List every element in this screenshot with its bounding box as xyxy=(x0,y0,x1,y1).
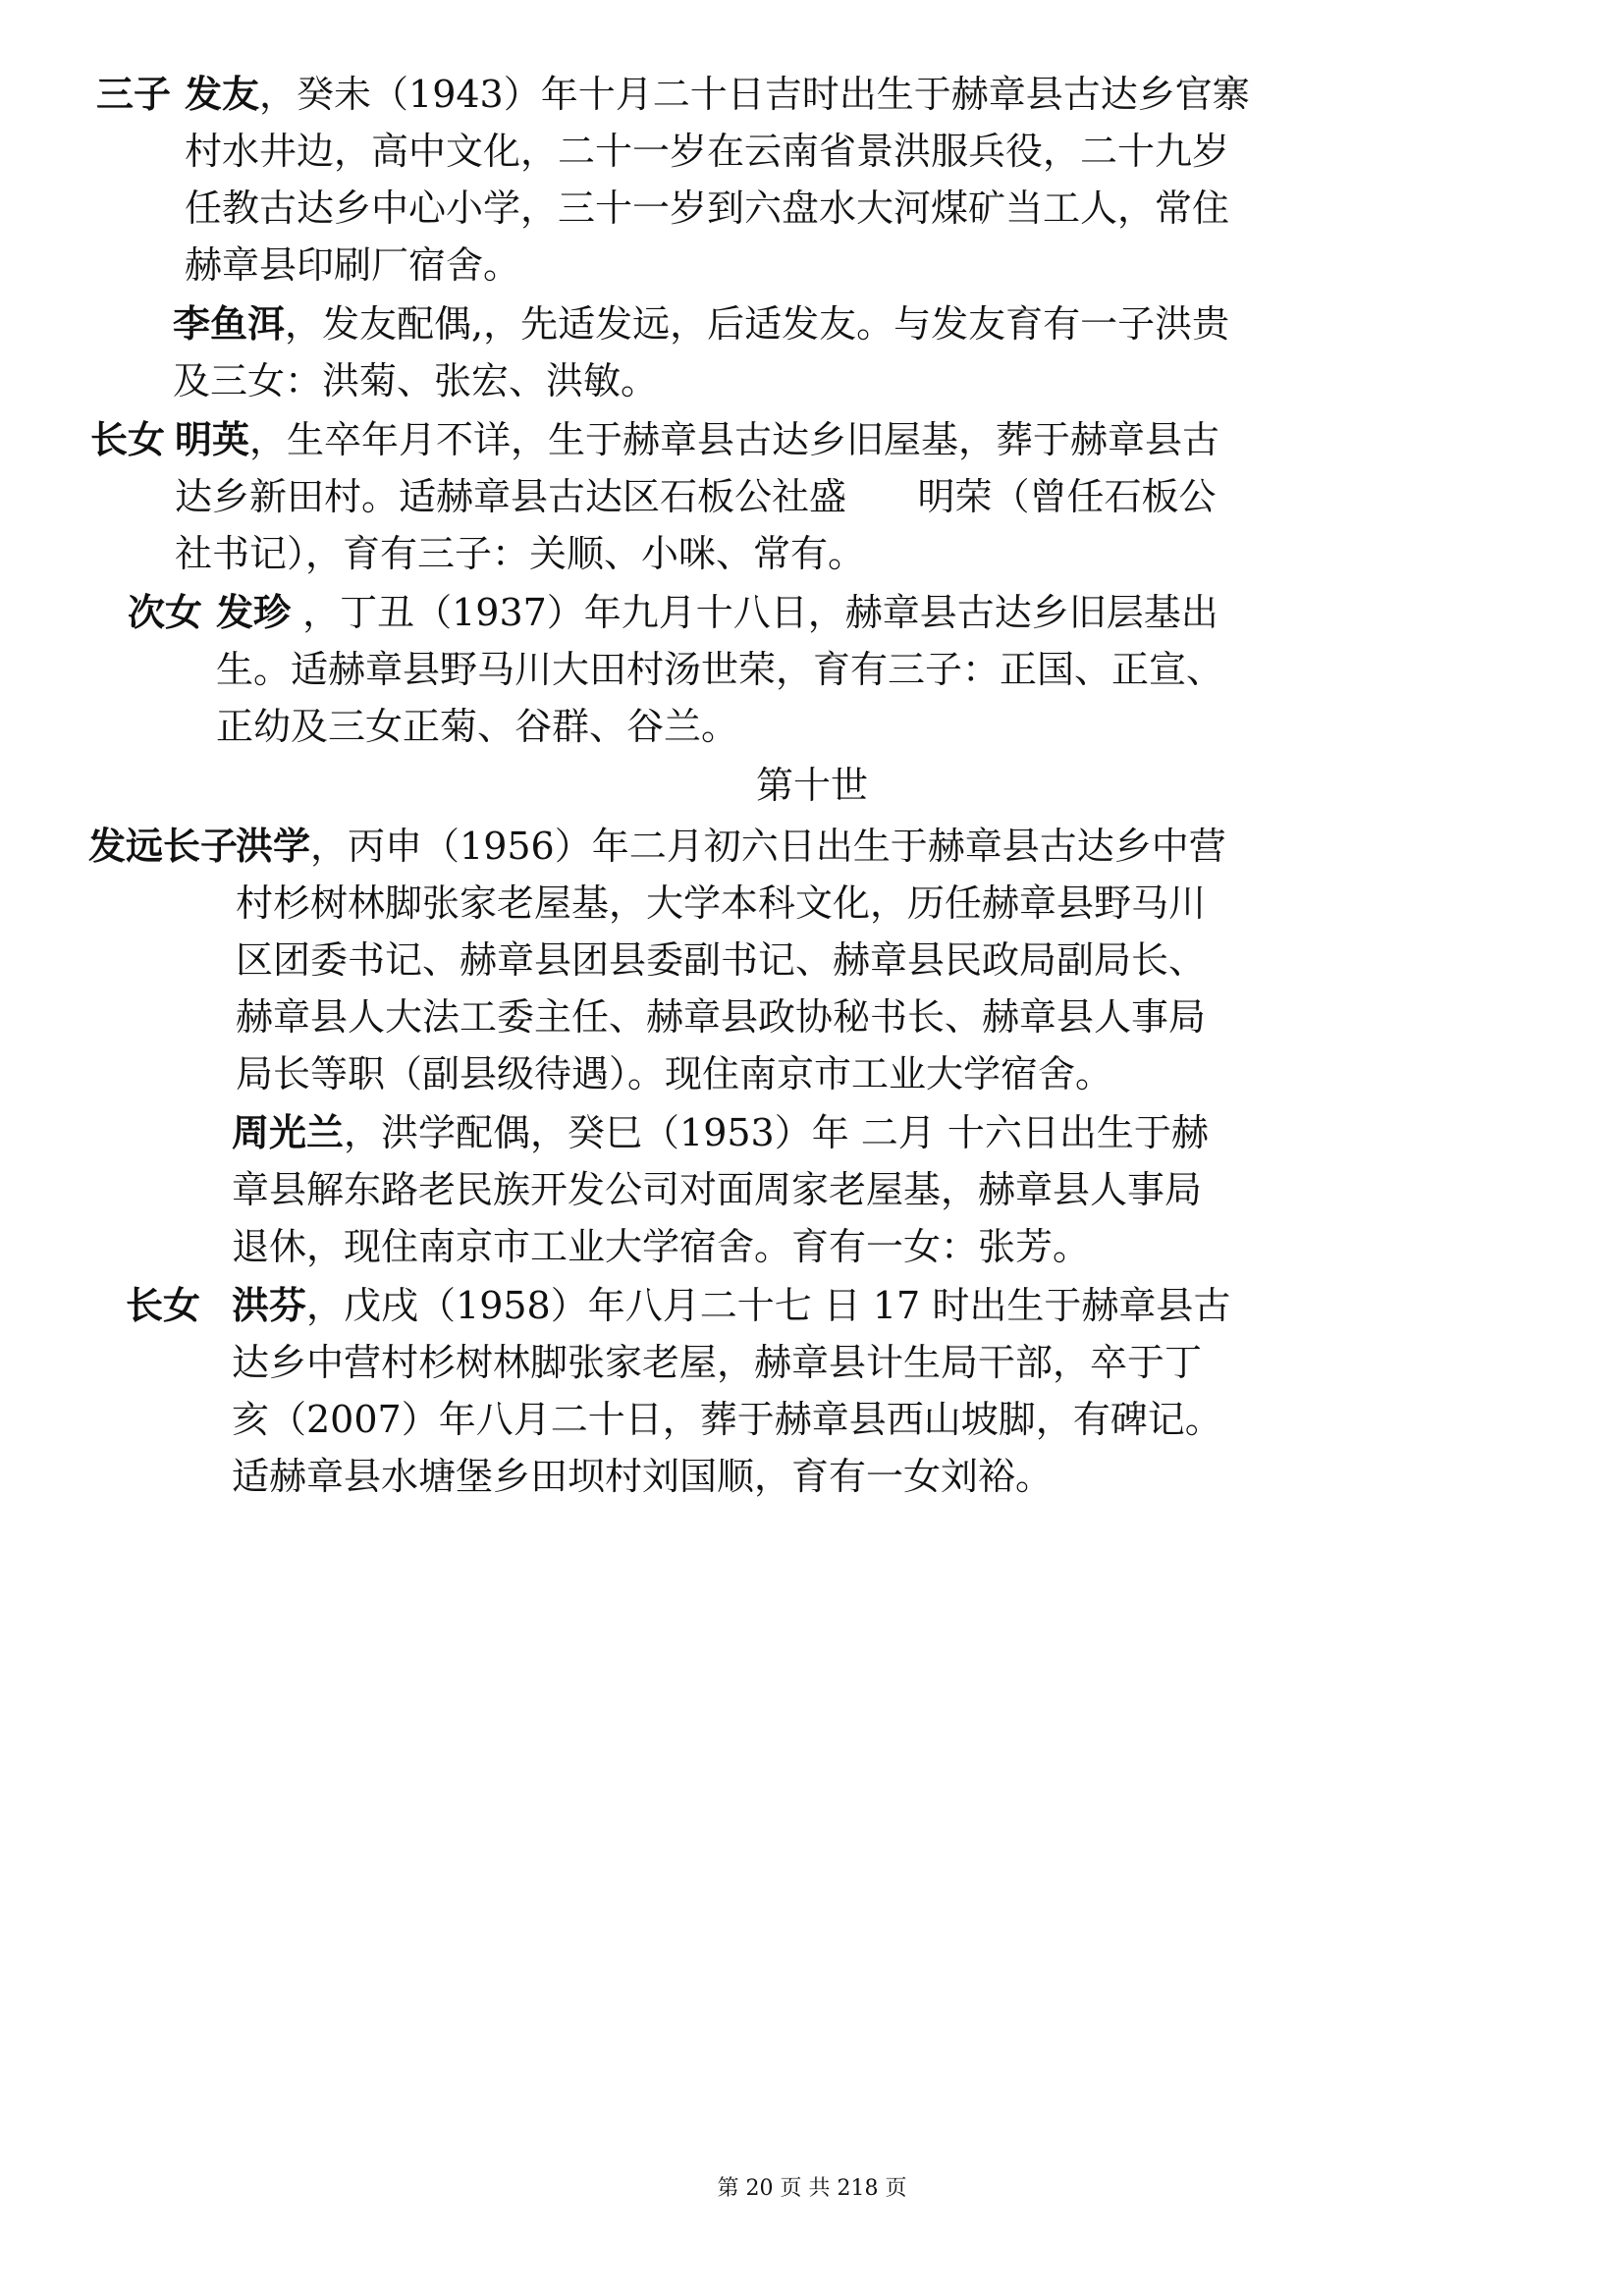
entry-name: 明英 xyxy=(175,417,250,461)
entry-first-line xyxy=(173,300,1229,347)
entry-text: ，发友配偶,，先适发远，后适发友。与发友育有一子洪贵 xyxy=(285,302,1230,346)
entry-text: ，丙申（1956）年二月初六日出生于赫章县古达乡中营 xyxy=(310,825,1226,868)
entry-name: 李鱼洱 xyxy=(173,301,286,346)
entry-line: 区团委书记、赫章县团县委副书记、赫章县民政局副局长、 xyxy=(236,938,1207,982)
entry-role: 三子 xyxy=(96,72,172,116)
entry-line: 赫章县印刷厂宿舍。 xyxy=(185,243,521,287)
entry-line: 退休，现住南京市工业大学宿舍。育有一女：张芳。 xyxy=(232,1225,1091,1268)
entry-first-line xyxy=(185,71,1250,118)
entry-text: ，丁丑（1937）年九月十八日，赫章县古达乡旧层基出 xyxy=(291,591,1218,634)
entry-line: 社书记），育有三子：关顺、小咪、常有。 xyxy=(175,532,866,575)
entry-name: 发友 xyxy=(185,72,260,116)
entry-line: 达乡中营村杉树林脚张家老屋，赫章县计生局干部，卒于丁 xyxy=(232,1341,1203,1384)
entry-role: 发远长子 xyxy=(88,824,239,868)
entry-line: 任教古达乡中心小学，三十一岁到六盘水大河煤矿当工人，常住 xyxy=(185,187,1230,230)
entry-first-line xyxy=(232,1109,1209,1156)
entry-first-line xyxy=(236,823,1226,870)
entry-line: 亥（2007）年八月二十日，葬于赫章县西山坡脚，有碑记。 xyxy=(232,1398,1222,1441)
entry-line: 赫章县人大法工委主任、赫章县政协秘书长、赫章县人事局 xyxy=(236,995,1207,1039)
entry-line: 正幼及三女正菊、谷群、谷兰。 xyxy=(216,705,739,748)
entry-line: 生。适赫章县野马川大田村汤世荣，育有三子：正国、正宣、 xyxy=(216,648,1224,691)
entry-name: 洪学 xyxy=(236,824,311,868)
entry-first-line xyxy=(232,1282,1230,1329)
entry-line: 章县解东路老民族开发公司对面周家老屋基，赫章县人事局 xyxy=(232,1168,1203,1211)
entry-role: 次女 xyxy=(128,590,203,634)
entry-line: 村水井边，高中文化，二十一岁在云南省景洪服兵役，二十九岁 xyxy=(185,130,1230,173)
entry-line: 适赫章县水塘堡乡田坝村刘国顺，育有一女刘裕。 xyxy=(232,1455,1054,1498)
page-footer: 第 20 页 共 218 页 xyxy=(717,2176,907,2201)
entry-text: ，洪学配偶，癸巳（1953）年 二月 十六日出生于赫 xyxy=(344,1111,1209,1154)
entry-text: ，生卒年月不详，生于赫章县古达乡旧屋基，葬于赫章县古 xyxy=(249,418,1220,461)
generation-heading: 第十世 xyxy=(755,764,868,807)
entry-line: 局长等职（副县级待遇）。现住南京市工业大学宿舍。 xyxy=(236,1052,1113,1095)
entry-line: 达乡新田村。适赫章县古达区石板公社盛 明荣（曾任石板公 xyxy=(175,475,1217,518)
entry-role: 长女 xyxy=(90,417,166,461)
entry-first-line xyxy=(216,589,1218,636)
entry-role: 长女 xyxy=(126,1283,201,1327)
entry-line: 村杉树林脚张家老屋基，大学本科文化，历任赫章县野马川 xyxy=(236,881,1207,925)
entry-first-line xyxy=(175,416,1219,463)
entry-name: 发珍 xyxy=(216,590,292,634)
entry-line: 及三女：洪菊、张宏、洪敏。 xyxy=(173,359,659,402)
entry-text: ，戊戌（1958）年八月二十七 日 17 时出生于赫章县古 xyxy=(306,1284,1231,1327)
entry-text: ，癸未（1943）年十月二十日吉时出生于赫章县古达乡官寨 xyxy=(259,73,1250,116)
entry-name: 洪芬 xyxy=(232,1283,307,1327)
entry-name: 周光兰 xyxy=(232,1110,345,1154)
